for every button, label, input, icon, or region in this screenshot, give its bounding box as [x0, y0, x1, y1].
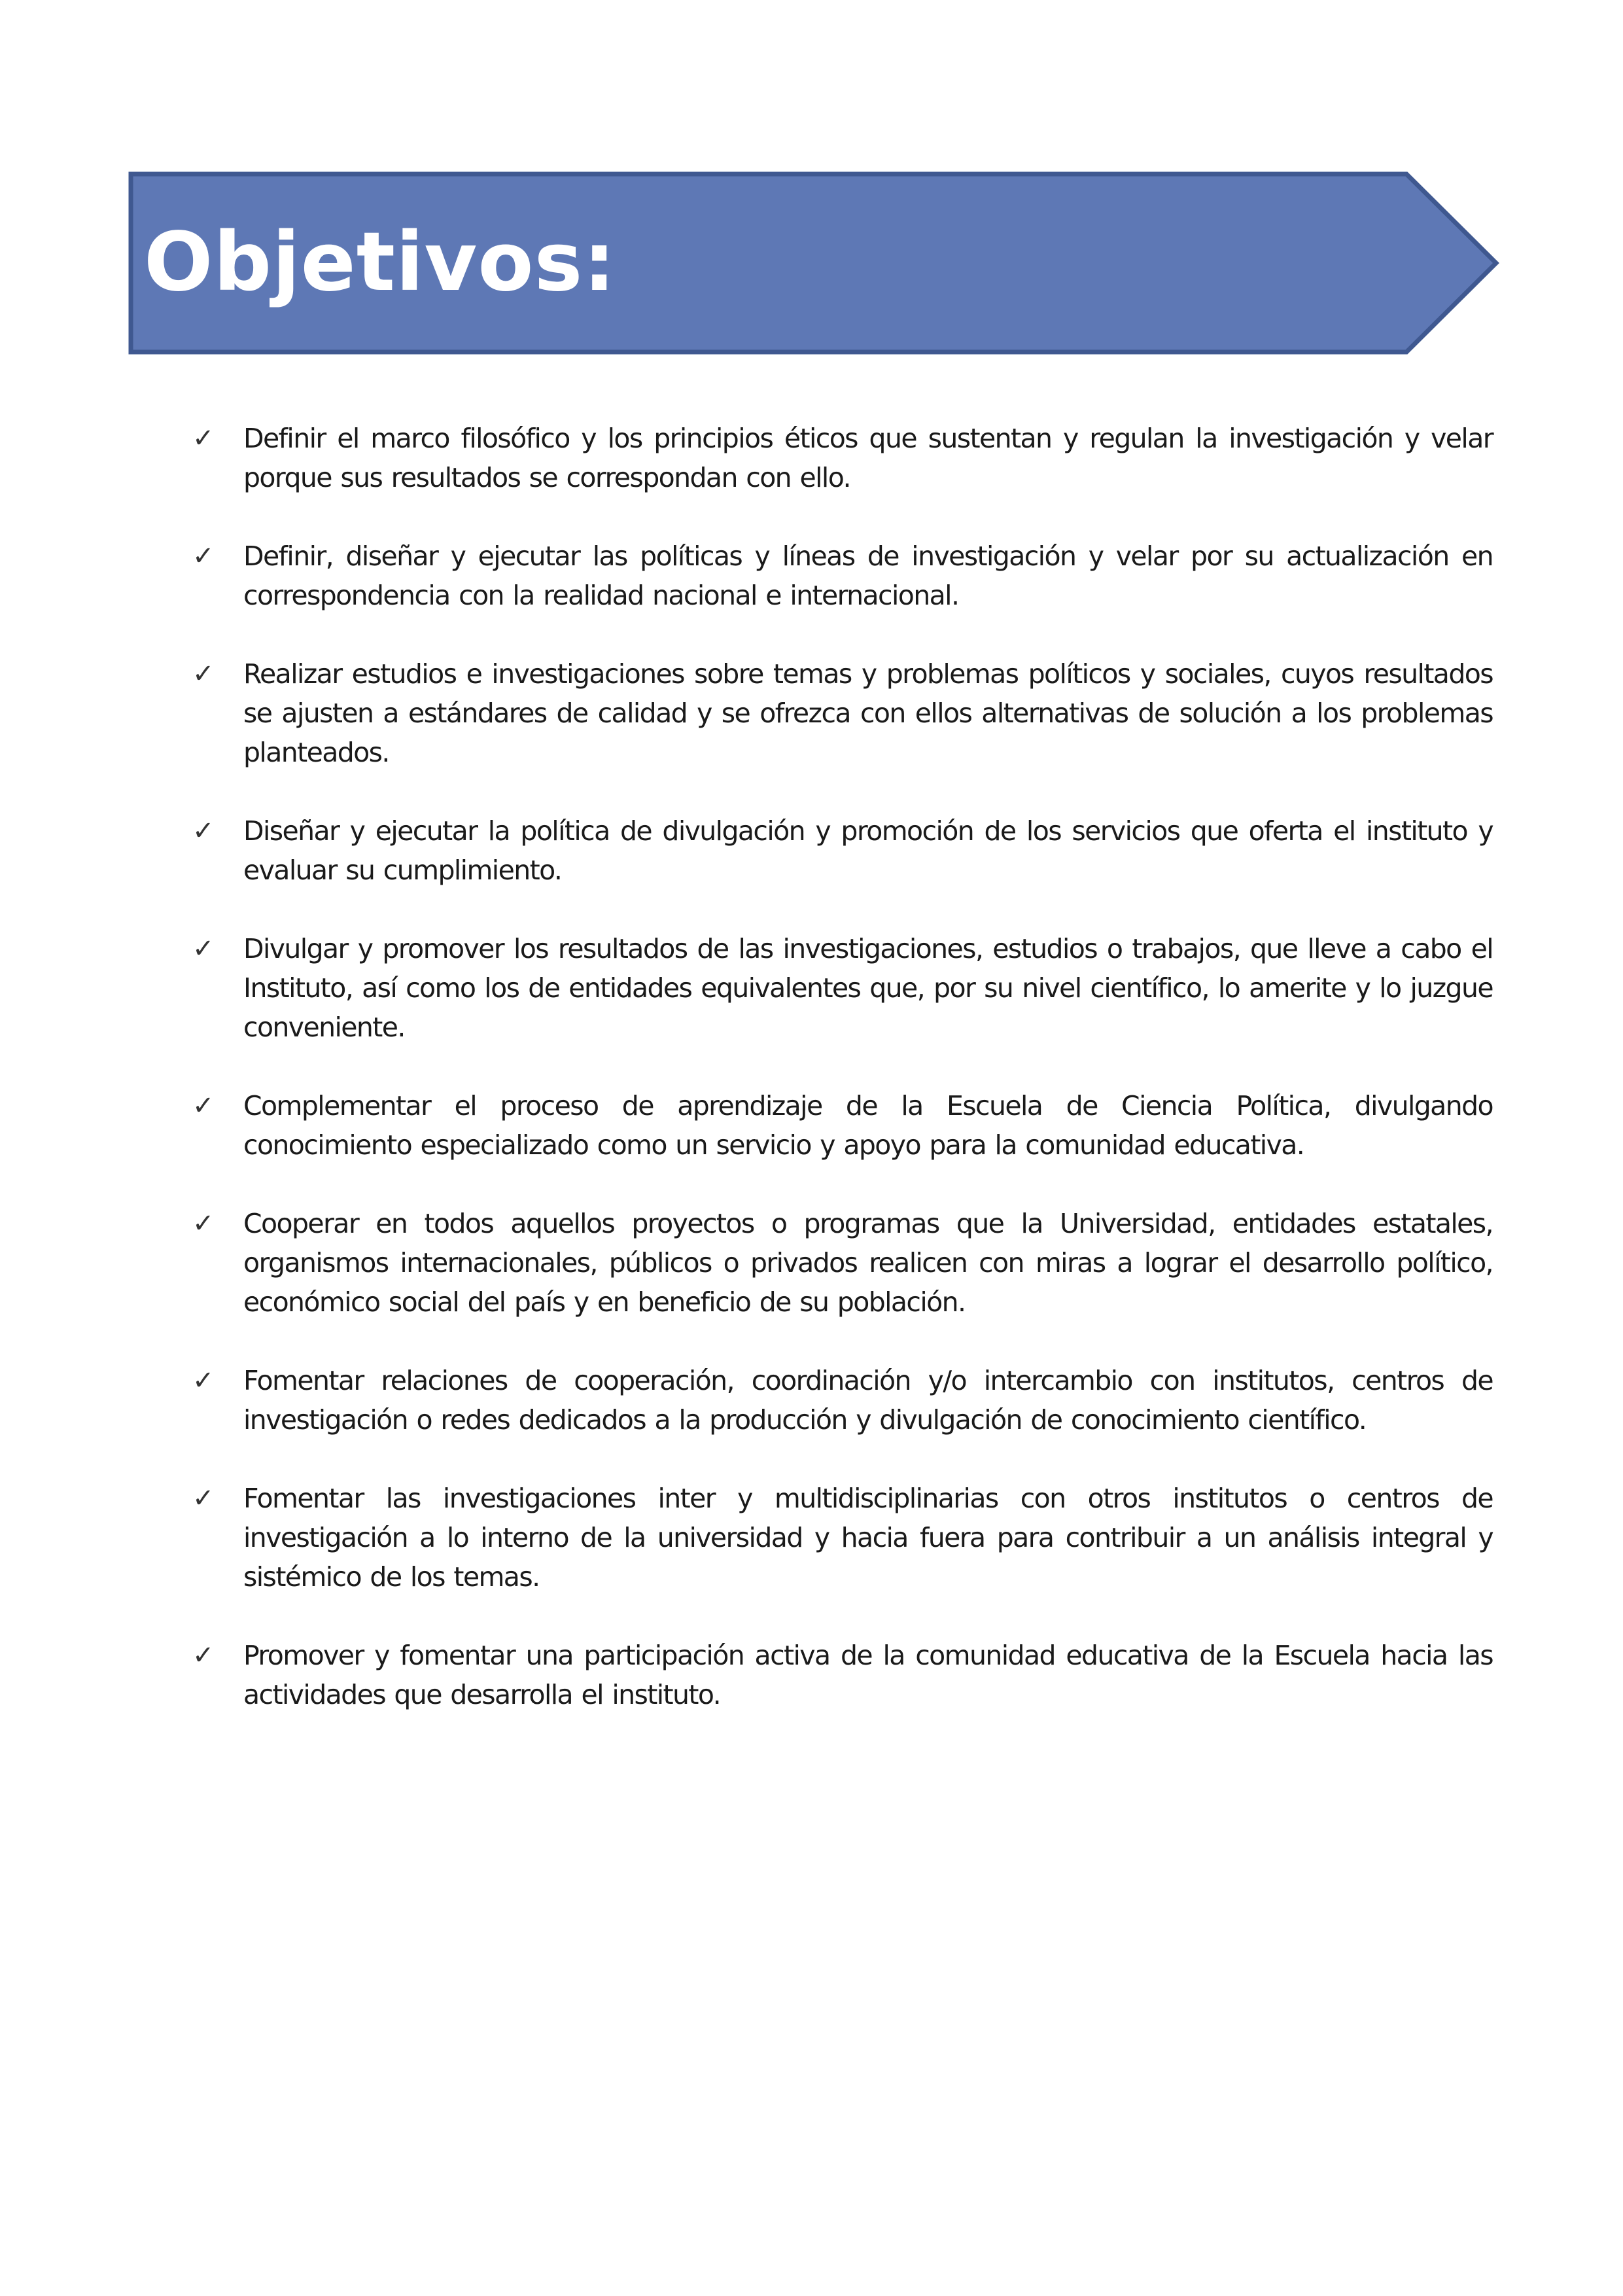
checkmark-icon: ✓: [192, 423, 215, 453]
objective-item-7: [192, 1204, 1493, 1322]
objective-item-2: [192, 537, 1493, 615]
checkmark-icon: ✓: [192, 1640, 215, 1670]
checkmark-icon: ✓: [192, 1209, 215, 1239]
objective-item-1: [192, 419, 1493, 497]
objective-text: Divulgar y promover los resultados de las investigaciones, estudios o trabajos, que lleve a cabo el Instituto, así como los de entidades equivalentes que, por su nivel científico, lo amerite y lo juzgue conveniente.: [243, 933, 1493, 1043]
title-banner: [128, 171, 1500, 355]
page-title: Objetivos:: [144, 215, 616, 309]
objectives-list: [0, 419, 1623, 1754]
objective-text: Cooperar en todos aquellos proyectos o programas que la Universidad, entidades estatales, organismos internacionales, públicos o privados realicen con miras a lograr el desarrollo político, económico social del país y en beneficio de su población.: [243, 1208, 1493, 1318]
objective-text: Complementar el proceso de aprendizaje de la Escuela de Ciencia Política, divulgando conocimiento especializado como un servicio y apoyo para la comunidad educativa.: [243, 1090, 1493, 1161]
objective-item-6: [192, 1086, 1493, 1165]
checkmark-icon: ✓: [192, 816, 215, 846]
objective-text: Diseñar y ejecutar la política de divulgación y promoción de los servicios que oferta el instituto y evaluar su cumplimiento.: [243, 815, 1493, 886]
objective-text: Fomentar relaciones de cooperación, coordinación y/o intercambio con institutos, centros de investigación o redes dedicados a la producción y divulgación de conocimiento científico.: [243, 1365, 1493, 1436]
objective-text: Fomentar las investigaciones inter y multidisciplinarias con otros institutos o centros de investigación a lo interno de la universidad y hacia fuera para contribuir a un análisis integral y sistémico de los temas.: [243, 1483, 1493, 1593]
objective-item-4: [192, 811, 1493, 890]
objective-text: Realizar estudios e investigaciones sobre temas y problemas políticos y sociales, cuyos resultados se ajusten a estándares de calidad y se ofrezca con ellos alternativas de solución a los problemas planteados.: [243, 658, 1493, 768]
checkmark-icon: ✓: [192, 541, 215, 571]
objective-item-10: [192, 1636, 1493, 1714]
objective-text: Definir el marco filosófico y los principios éticos que sustentan y regulan la investigación y velar porque sus resultados se correspondan con ello.: [243, 423, 1493, 493]
objective-item-5: [192, 929, 1493, 1047]
checkmark-icon: ✓: [192, 1483, 215, 1513]
checkmark-icon: ✓: [192, 1366, 215, 1396]
objective-item-8: [192, 1361, 1493, 1439]
checkmark-icon: ✓: [192, 659, 215, 689]
objective-item-9: [192, 1479, 1493, 1597]
checkmark-icon: ✓: [192, 934, 215, 964]
checkmark-icon: ✓: [192, 1091, 215, 1121]
objective-text: Promover y fomentar una participación activa de la comunidad educativa de la Escuela hacia las actividades que desarrolla el instituto.: [243, 1640, 1493, 1710]
objective-item-3: [192, 654, 1493, 772]
objective-text: Definir, diseñar y ejecutar las políticas y líneas de investigación y velar por su actualización en correspondencia con la realidad nacional e internacional.: [243, 540, 1493, 611]
